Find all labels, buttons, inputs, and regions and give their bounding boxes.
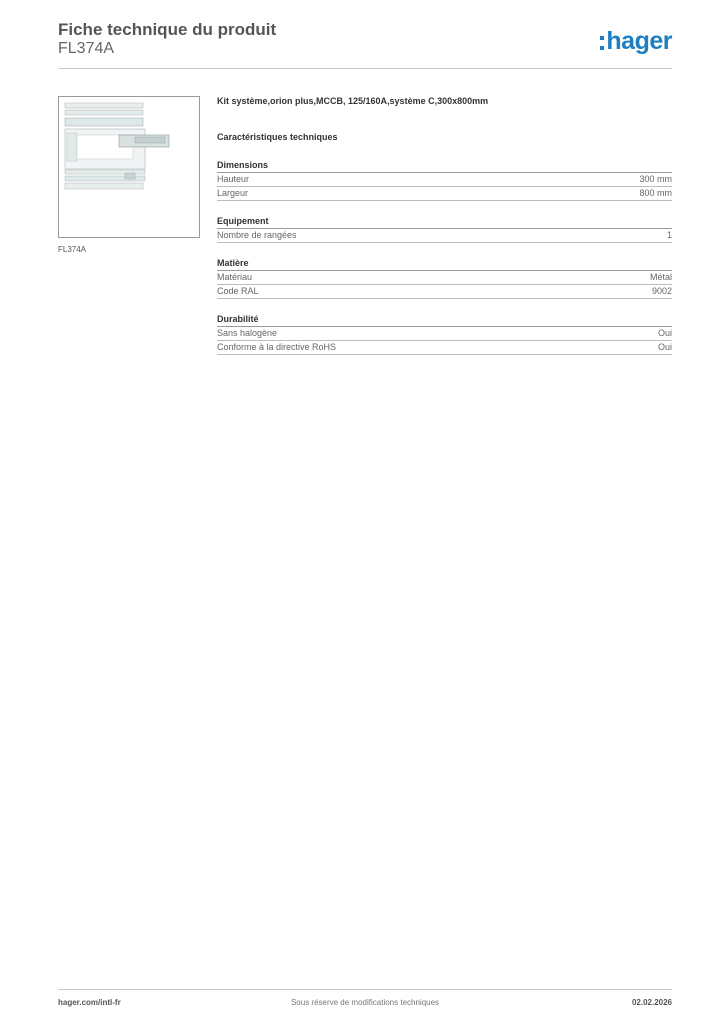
section-title: Durabilité xyxy=(217,313,672,327)
spec-value: Métal xyxy=(649,272,672,282)
specification-panel xyxy=(217,96,672,355)
spec-section-durabilite xyxy=(217,313,672,355)
spec-value: Oui xyxy=(657,328,672,338)
specs-heading: Caractéristiques techniques xyxy=(217,132,338,142)
spec-value: 800 mm xyxy=(639,188,672,198)
spec-label: Hauteur xyxy=(217,174,250,184)
spec-section-matiere xyxy=(217,257,672,299)
spec-label: Largeur xyxy=(217,188,249,198)
section-title: Dimensions xyxy=(217,159,672,173)
spec-row xyxy=(217,341,672,355)
spec-section-dimensions xyxy=(217,159,672,201)
product-description: Kit système,orion plus,MCCB, 125/160A,système C,300x800mm xyxy=(217,96,489,106)
spec-row xyxy=(217,187,672,201)
hager-logo xyxy=(600,26,672,56)
section-title: Equipement xyxy=(217,215,672,229)
section-title: Matière xyxy=(217,257,672,271)
spec-label: Conforme à la directive RoHS xyxy=(217,342,337,352)
spec-label: Sans halogène xyxy=(217,328,278,338)
footer-divider xyxy=(58,989,672,990)
document-header xyxy=(58,20,672,70)
product-image xyxy=(58,96,200,238)
spec-value: 9002 xyxy=(651,286,672,296)
spec-row xyxy=(217,285,672,299)
page-title: Fiche technique du produit xyxy=(58,20,277,39)
header-divider xyxy=(58,68,672,69)
spec-section-equipement xyxy=(217,215,672,243)
document-footer xyxy=(58,998,672,1010)
spec-value: Oui xyxy=(657,342,672,352)
spec-label: Nombre de rangées xyxy=(217,230,297,240)
footer-website-link[interactable]: hager.com/intl-fr xyxy=(58,998,121,1007)
enclosure-kit-illustration xyxy=(59,97,199,237)
spec-row xyxy=(217,327,672,341)
spec-row xyxy=(217,271,672,285)
product-reference: FL374A xyxy=(58,40,115,57)
logo-dots-icon xyxy=(600,36,604,50)
footer-date: 02.02.2026 xyxy=(631,998,672,1007)
image-caption: FL374A xyxy=(58,245,87,254)
spec-row xyxy=(217,173,672,187)
spec-label: Code RAL xyxy=(217,286,259,296)
spec-label: Matériau xyxy=(217,272,253,282)
logo-text: hager xyxy=(606,26,672,55)
spec-value: 1 xyxy=(666,230,672,240)
spec-row xyxy=(217,229,672,243)
footer-disclaimer: Sous réserve de modifications techniques xyxy=(290,998,440,1007)
spec-value: 300 mm xyxy=(639,174,672,184)
